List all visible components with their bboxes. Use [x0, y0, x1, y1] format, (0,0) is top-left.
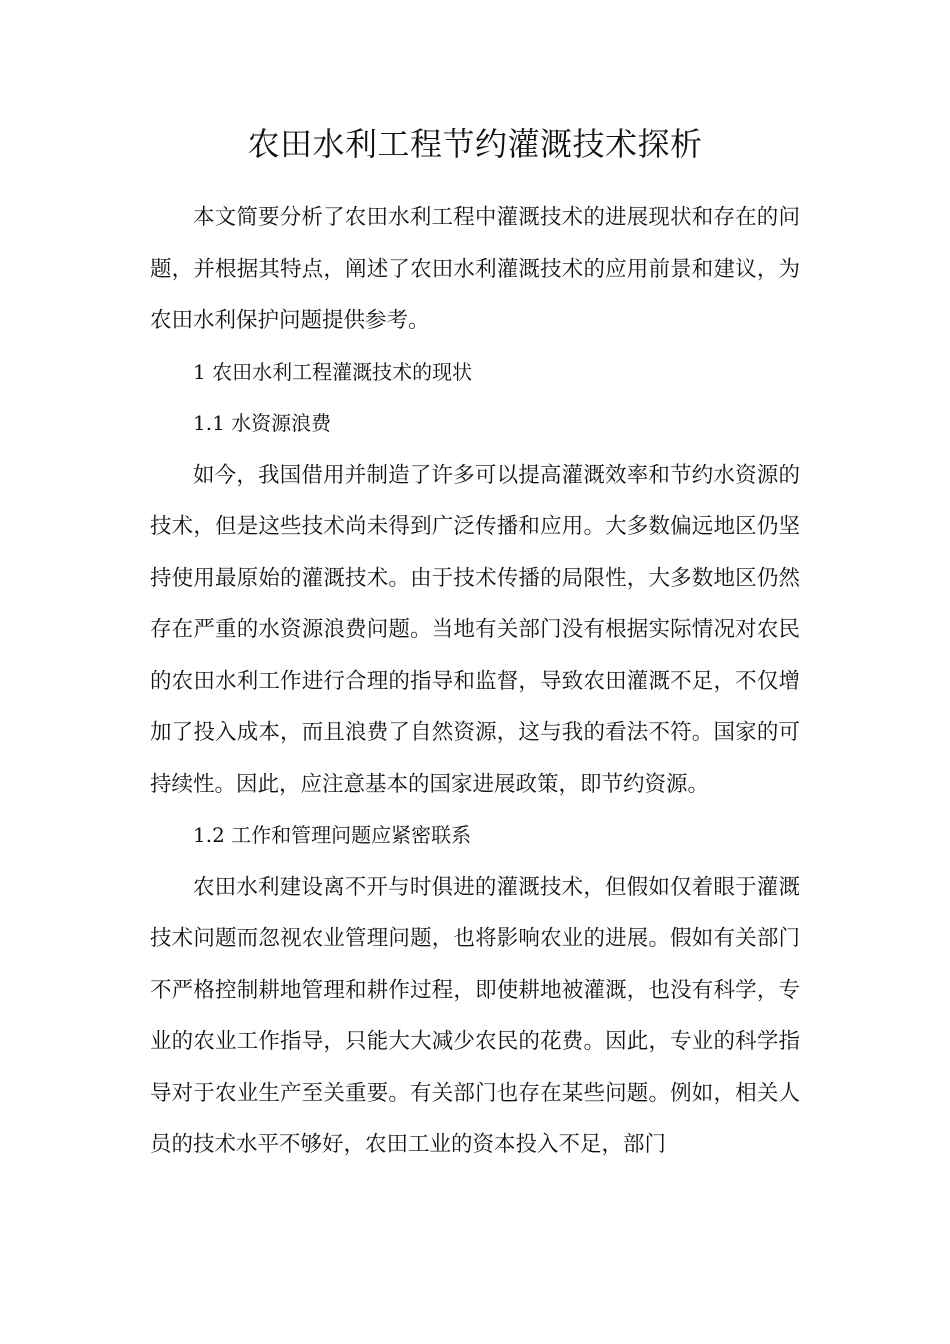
paragraph-abstract: 本文简要分析了农田水利工程中灌溉技术的进展现状和存在的问题，并根据其特点，阐述了农田水利灌溉技术的应用前景和建议，为农田水利保护问题提供参考。 [150, 205, 800, 333]
paragraph-water-waste: 如今，我国借用并制造了许多可以提高灌溉效率和节约水资源的技术，但是这些技术尚未得到广泛传播和应用。大多数偏远地区仍坚持使用最原始的灌溉技术。由于技术传播的局限性，大多数地区仍然存在严重的水资源浪费问题。当地有关部门没有根据实际情况对农民的农田水利工作进行合理的指导和监督，导致农田灌溉不足，不仅增加了投入成本，而且浪费了自然资源，这与我的看法不符。国家的可持续性。因此，应注意基本的国家进展政策，即节约资源。 [150, 462, 800, 797]
document-body [150, 192, 800, 1171]
section-heading-1-1: 1.1 水资源浪费 [193, 411, 332, 435]
paragraph-management: 农田水利建设离不开与时俱进的灌溉技术，但假如仅着眼于灌溉技术问题而忽视农业管理问题，也将影响农业的进展。假如有关部门不严格控制耕地管理和耕作过程，即使耕地被灌溉，也没有科学，专业的农业工作指导，只能大大减少农民的花费。因此，专业的科学指导对于农业生产至关重要。有关部门也存在某些问题。例如，相关人员的技术水平不够好，农田工业的资本投入不足，部门 [150, 874, 800, 1157]
section-heading-1: 1 农田水利工程灌溉技术的现状 [193, 359, 473, 384]
document-title: 农田水利工程节约灌溉技术探析 [247, 125, 703, 163]
section-heading-1-2: 1.2 工作和管理问题应紧密联系 [193, 823, 472, 847]
